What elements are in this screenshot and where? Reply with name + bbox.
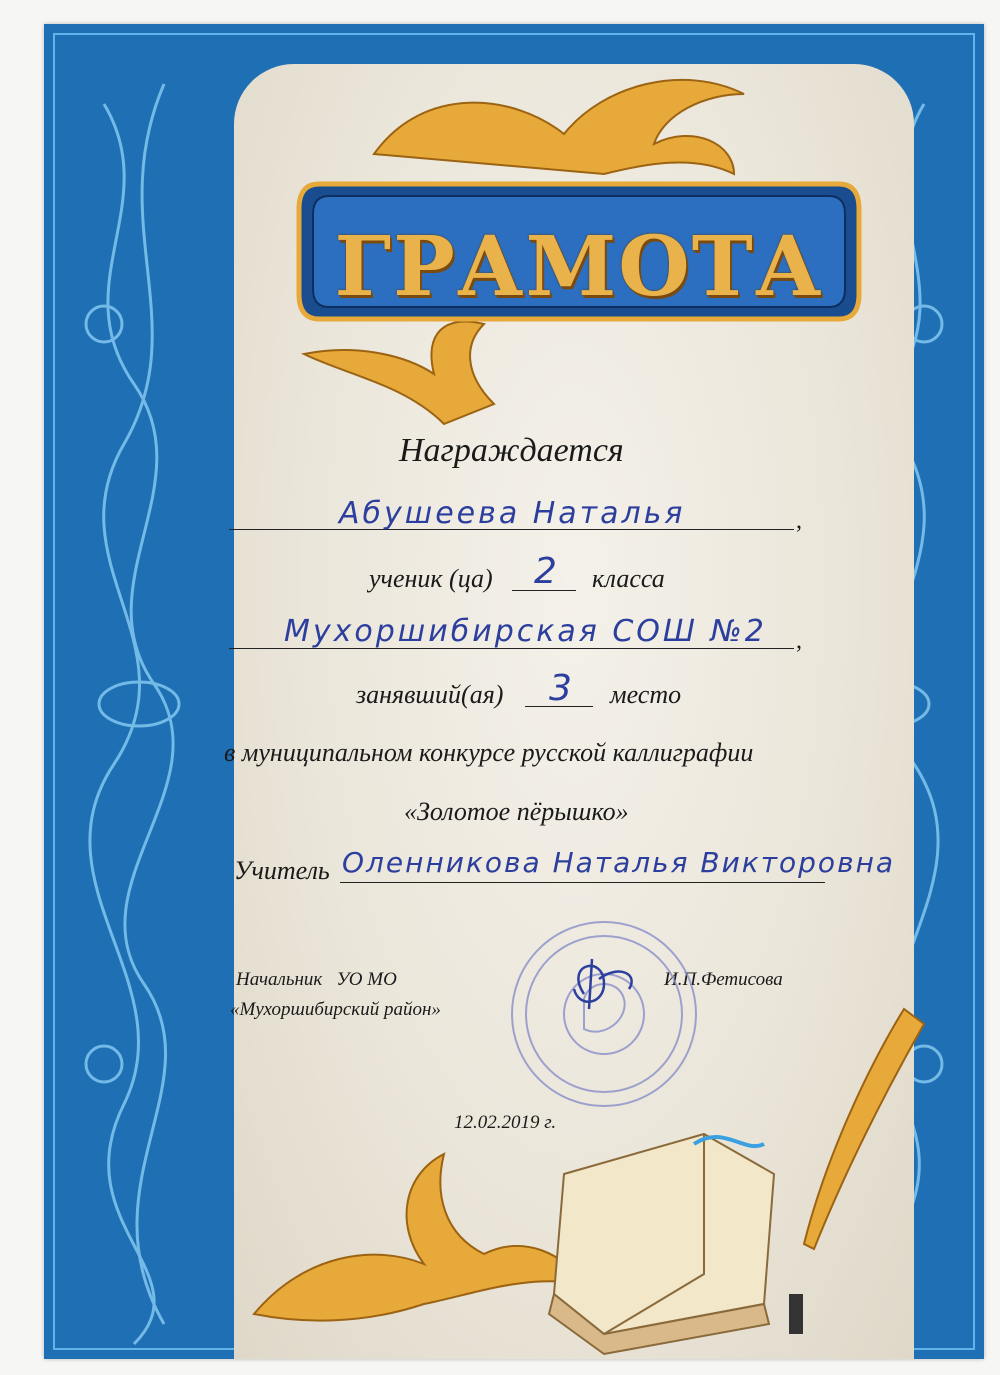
class-label: класса [592, 564, 665, 593]
certificate-sheet [44, 24, 984, 1359]
grade-value: 2 [534, 551, 560, 592]
contest-line: в муниципальном конкурсе русской каллиграфии [224, 738, 754, 767]
student-name: Абушеева Наталья [339, 496, 686, 531]
comma-2: , [796, 628, 802, 654]
contest-name: «Золотое пёрышко» [404, 797, 629, 826]
comma-1: , [796, 508, 802, 534]
place-label: место [610, 680, 682, 709]
issue-date: 12.02.2019 г. [454, 1112, 557, 1133]
place-value: 3 [549, 668, 575, 709]
certificate-title: ГРАМОТА [334, 219, 824, 315]
took-label: занявший(ая) [356, 680, 504, 709]
pupil-label: ученик (ца) [369, 564, 493, 593]
head-title-2: «Мухоршибирский район» [230, 999, 441, 1020]
teacher-name: Оленникова Наталья Викторовна [342, 846, 896, 879]
awarded-heading: Награждается [399, 432, 624, 469]
school-name: Мухоршибирская СОШ №2 [284, 614, 767, 649]
head-title-1: Начальник УО МО [236, 969, 397, 990]
head-name: И.П.Фетисова [664, 969, 783, 990]
teacher-label: Учитель [234, 856, 330, 885]
book-quill-illustration [44, 24, 984, 1359]
